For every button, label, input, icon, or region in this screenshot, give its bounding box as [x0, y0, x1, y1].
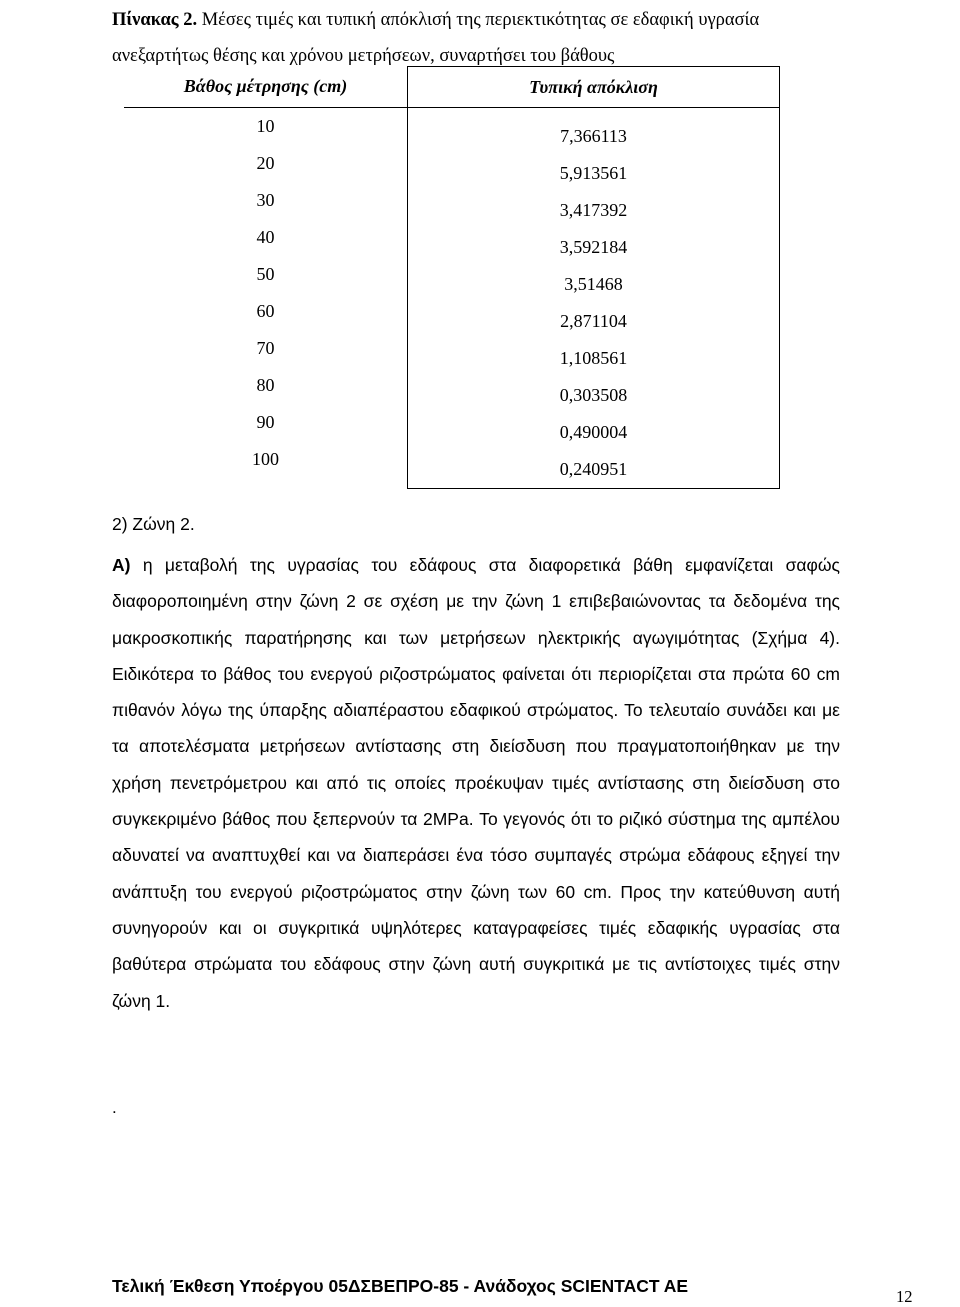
depth-cell: 30	[256, 190, 275, 210]
data-table	[124, 66, 780, 489]
depth-cell: 80	[256, 375, 275, 395]
std-dev-cell: 3,592184	[559, 237, 628, 257]
section-heading: 2) Ζώνη 2.	[112, 514, 195, 534]
paragraph-label: Α)	[112, 555, 131, 575]
std-dev-cell: 5,913561	[559, 163, 628, 183]
table-caption	[112, 2, 842, 74]
std-dev-cell: 1,108561	[559, 348, 628, 368]
std-dev-column	[408, 108, 780, 489]
depth-cell: 10	[256, 116, 275, 136]
caption-text: Μέσες τιμές και τυπική απόκλισή της περιεκτικότητας σε εδαφική υγρασία ανεξαρτήτως θέσης και χρόνου μετρήσεων, συναρτήσει του βάθους	[112, 10, 760, 66]
body-paragraph	[112, 547, 840, 1019]
std-dev-cell: 0,490004	[559, 422, 628, 442]
paragraph-text: η μεταβολή της υγρασίας του εδάφους στα διαφορετικά βάθη εμφανίζεται σαφώς διαφοροποιημένη στην ζώνη 2 σε σχέση με την ζώνη 1 επιβεβαιώνοντας τα δεδομένα της μακροσκοπικής παρατήρησης και των μετρήσεων ηλεκτρικής αγωγιμότητας (Σχήμα 4). Ειδικότερα το βάθος του ενεργού ριζοστρώματος φαίνεται ότι περιορίζεται στα πρώτα 60 cm πιθανόν λόγω της ύπαρξης αδιαπέραστου εδαφικού στρώματος. Το τελευταίο συνάδει και με τα αποτελέσματα μετρήσεων αντίστασης στη διείσδυση που πραγματοποιήθηκαν με την χρήση πενετρόμετρου και από τις οποίες προέκυψαν τιμές αντίστασης στη διείσδυση στο συγκεκριμένο βάθος που ξεπερνούν τα 2MPa. Το γεγονός ότι το ριζικό σύστημα της αμπέλου αδυνατεί να αναπτυχθεί και να διαπεράσει ένα τόσο συμπαγές στρώμα εδάφους εξηγεί την ανάπτυξη του ενεργού ριζοστρώματος στην ζώνη των 60 cm. Προς την κατεύθυνση αυτή συνηγορούν και οι συγκριτικά υψηλότερες καταγραφείσες τιμές εδαφικής υγρασίας στα βαθύτερα στρώματα του εδάφους στην ζώνη αυτή συγκριτικά με τις αντίστοιχες τιμές στην ζώνη 1.	[112, 555, 840, 1011]
caption-label: Πίνακας 2.	[112, 10, 198, 30]
page-number: 12	[896, 1287, 913, 1306]
header-std-dev: Τυπική απόκλιση	[408, 67, 780, 108]
depth-cell: 20	[256, 153, 275, 173]
std-dev-cell: 2,871104	[560, 311, 627, 331]
page-footer: Τελική Έκθεση Υποέργου 05ΔΣΒΕΠΡΟ-85 - Ανάδοχος SCIENTACT AE	[112, 1276, 689, 1296]
std-dev-cell: 7,366113	[560, 126, 627, 146]
depth-cell: 60	[256, 301, 275, 321]
std-dev-cell: 0,303508	[559, 385, 628, 405]
std-dev-cell: 3,417392	[559, 200, 628, 220]
depth-cell: 100	[252, 449, 279, 469]
std-dev-cell: 0,240951	[559, 459, 628, 479]
depth-cell: 40	[256, 227, 275, 247]
trailing-dot: .	[112, 1098, 117, 1117]
depth-column	[124, 108, 408, 489]
depth-cell: 70	[256, 338, 275, 358]
depth-cell: 90	[256, 412, 275, 432]
header-depth: Βάθος μέτρησης (cm)	[124, 67, 408, 108]
std-dev-cell: 3,51468	[564, 274, 623, 294]
depth-cell: 50	[256, 264, 275, 284]
